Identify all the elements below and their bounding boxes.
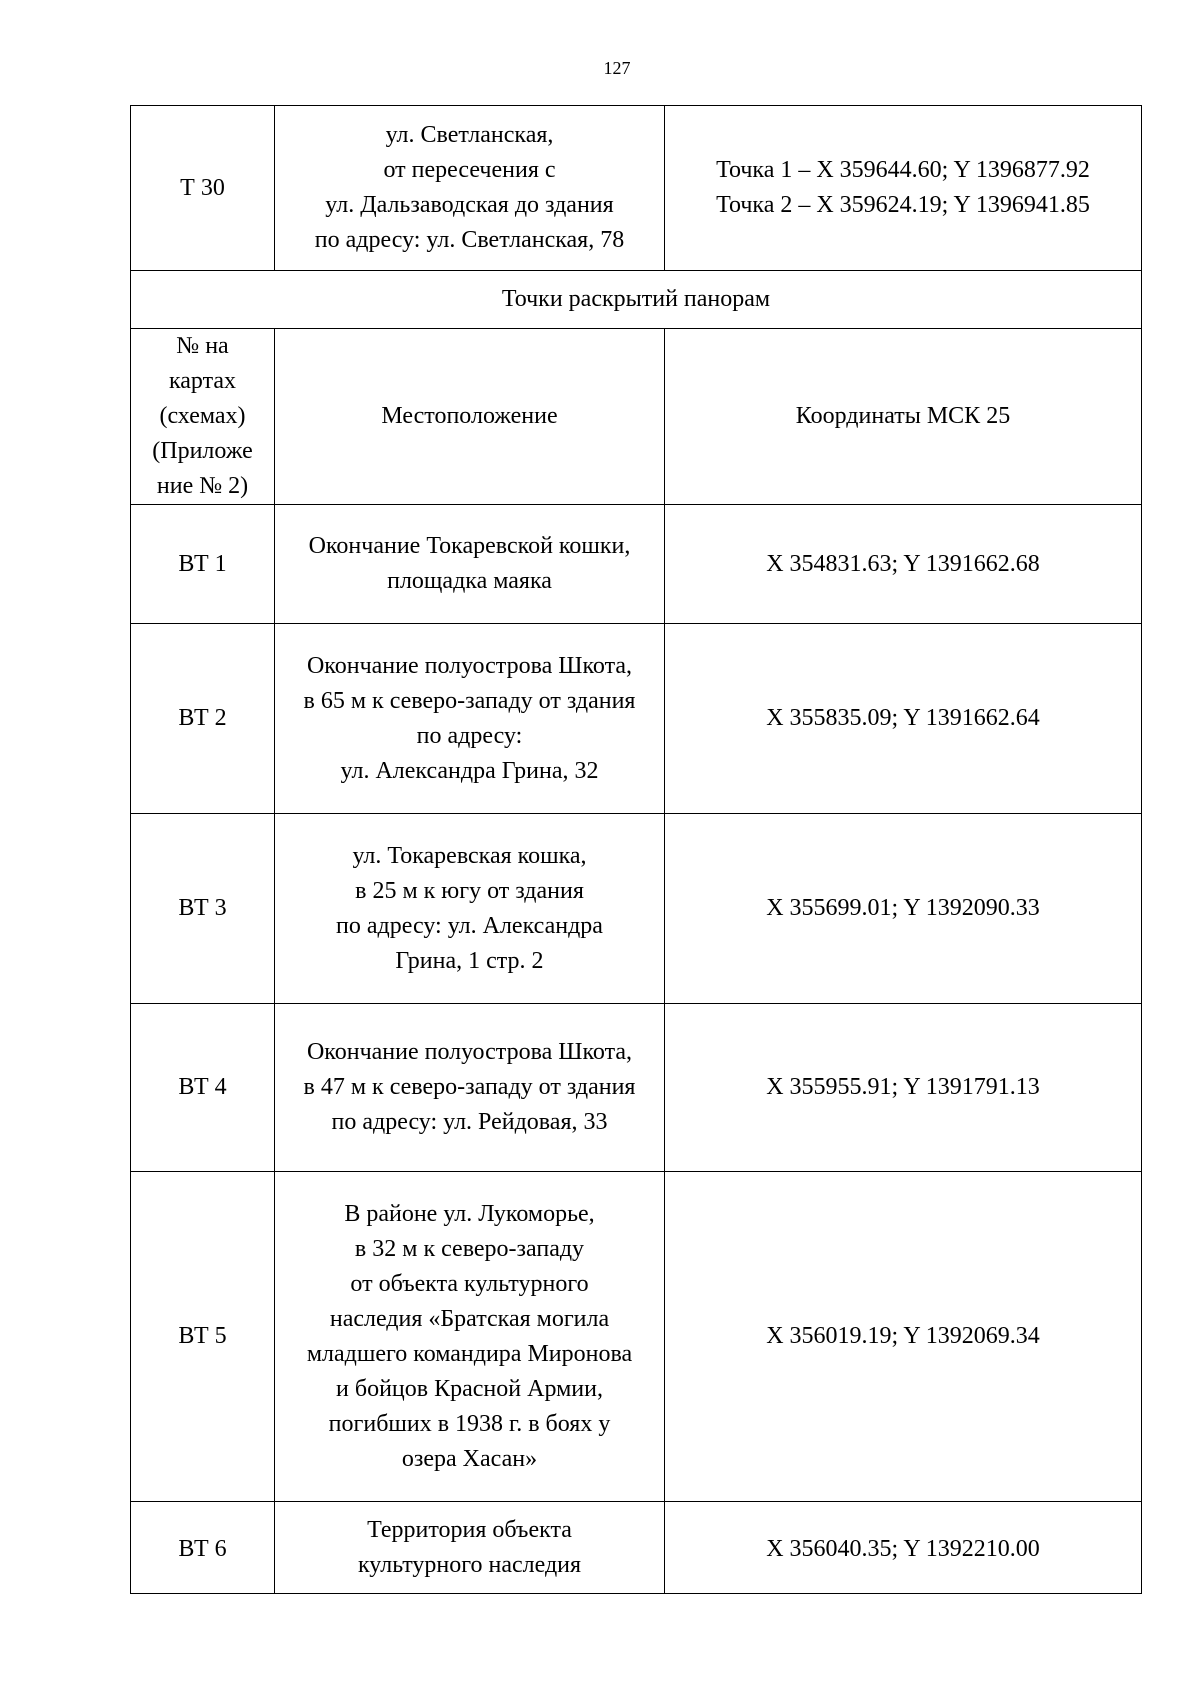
row-location-line: в 32 м к северо-западу [354,1235,585,1262]
row-location-line: погибших в 1938 г. в боях у [328,1410,611,1437]
row-coords: X 354831.63; Y 1391662.68 [665,505,1142,624]
header-number-line: (схемах) [159,403,246,429]
row-coords: X 356040.35; Y 1392210.00 [665,1502,1142,1594]
table-row [131,1004,1142,1172]
table-row [131,814,1142,1004]
row-location-line: Территория объекта [367,1516,572,1543]
row-coords: X 355955.91; Y 1391791.13 [665,1004,1142,1172]
row-id: ВТ 1 [131,505,275,624]
row-id: ВТ 6 [131,1502,275,1594]
t30-coords-cell [665,106,1142,271]
coordinates-table [130,105,1142,1594]
row-coords: X 356019.19; Y 1392069.34 [665,1172,1142,1502]
row-location-line: от объекта культурного [350,1270,589,1297]
header-number-line: (Приложе [152,438,253,464]
t30-location-line: по адресу: ул. Светланская, 78 [314,227,625,253]
row-location-line: в 25 м к югу от здания [355,877,584,904]
row-location-line: Окончание полуострова Шкота, [306,1039,633,1065]
row-location-line: Грина, 1 стр. 2 [395,947,544,974]
row-location-line: в 65 м к северо-западу от здания [303,687,636,714]
section-title-row [131,271,1142,329]
table-row [131,624,1142,814]
section-title: Точки раскрытий панорам [131,271,1142,329]
row-location-line: и бойцов Красной Армии, [336,1375,603,1402]
t30-id: Т 30 [180,174,225,201]
row-location [275,1502,665,1594]
row-location-line: площадка маяка [387,568,552,594]
header-number-line: картах [168,368,237,394]
row-location [275,1004,665,1172]
row-location-line: В районе ул. Лукоморье, [344,1200,595,1227]
header-number-line: № на [176,333,229,359]
header-row [131,329,1142,505]
t30-location-cell [275,106,665,271]
row-location-line: младшего командира Миронова [306,1340,633,1367]
row-location-line: ул. Александра Грина, 32 [340,757,599,784]
row-location-line: по адресу: [416,722,523,749]
row-location-line: ул. Токаревская кошка, [352,842,587,869]
header-number-line: ние № 2) [156,473,249,499]
row-id: ВТ 3 [131,814,275,1004]
table-row [131,505,1142,624]
header-location: Местоположение [275,329,665,505]
row-location-line: в 47 м к северо-западу от здания [303,1074,636,1100]
table-row-t30 [131,106,1142,271]
row-coords: X 355699.01; Y 1392090.33 [665,814,1142,1004]
t30-location-line: от пересечения с [383,157,556,183]
header-coords: Координаты МСК 25 [665,329,1142,505]
row-id: ВТ 5 [131,1172,275,1502]
table-row [131,1502,1142,1594]
row-location [275,1172,665,1502]
t30-coord-line: Точка 1 – X 359644.60; Y 1396877.92 [716,157,1090,183]
row-location [275,505,665,624]
row-location-line: культурного наследия [357,1551,582,1578]
row-id: ВТ 4 [131,1004,275,1172]
row-location-line: Окончание Токаревской кошки, [308,533,631,559]
header-number-cell [131,329,275,505]
row-location [275,624,665,814]
row-location-line: Окончание полуострова Шкота, [306,652,633,679]
row-coords: X 355835.09; Y 1391662.64 [665,624,1142,814]
row-location-line: наследия «Братская могила [329,1305,610,1332]
row-location-line: по адресу: ул. Рейдовая, 33 [331,1109,608,1135]
t30-coord-line: Точка 2 – X 359624.19; Y 1396941.85 [716,192,1090,218]
t30-location-line: ул. Светланская, [385,122,554,148]
row-location-line: озера Хасан» [401,1445,538,1472]
row-id: ВТ 2 [131,624,275,814]
t30-id-cell [131,106,275,271]
row-location-line: по адресу: ул. Александра [336,912,603,939]
table-row [131,1172,1142,1502]
t30-location-line: ул. Дальзаводская до здания [325,192,614,218]
row-location [275,814,665,1004]
page-number: 127 [603,58,631,78]
